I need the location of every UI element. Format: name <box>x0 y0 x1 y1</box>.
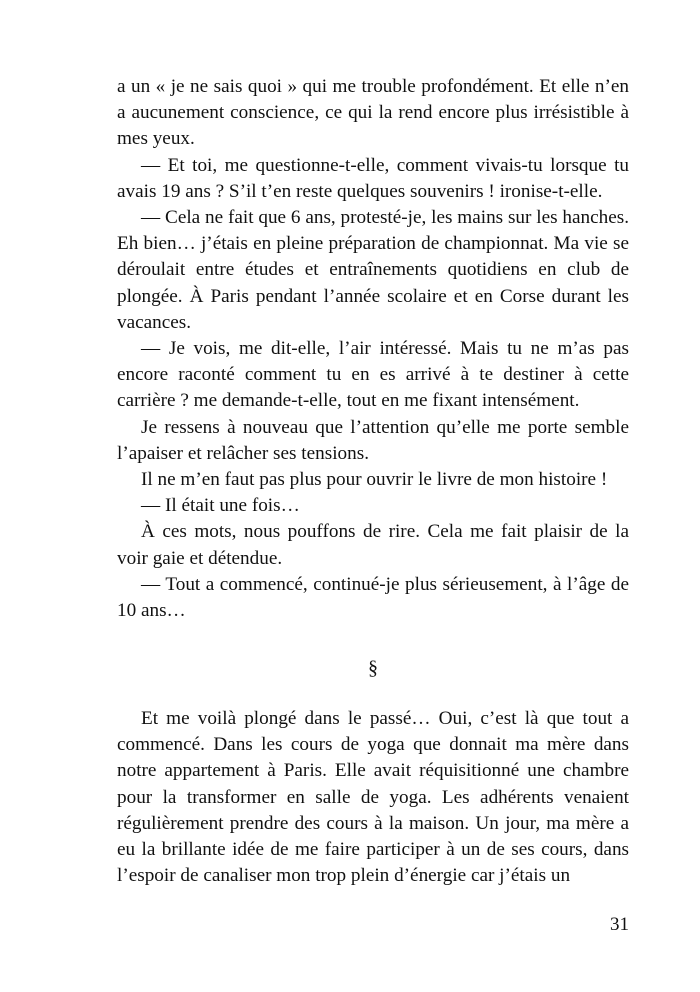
paragraph: Je ressens à nouveau que l’attention qu’elle me porte semble l’apaiser et relâcher ses tensions. <box>117 416 629 464</box>
paragraph: a un « je ne sais quoi » qui me trouble profondément. Et elle n’en a aucunement conscience, ce qui la rend encore plus irrésistible à mes yeux. <box>117 76 629 150</box>
section-two-text <box>117 706 629 889</box>
paragraph: Il ne m’en faut pas plus pour ouvrir le livre de mon histoire ! <box>141 469 608 491</box>
section-separator: § <box>368 657 378 679</box>
paragraph: — Cela ne fait que 6 ans, protesté-je, les mains sur les hanches. Eh bien… j’étais en pleine préparation de championnat. Ma vie se déroulait entre études et entraînements quotidiens en club de plongée. À Paris pendant l’année scolaire et en Corse durant les vacances. <box>117 207 629 333</box>
paragraph: Et me voilà plongé dans le passé… Oui, c’est là que tout a commencé. Dans les cours de yoga que donnait ma mère dans notre appartement à Paris. Elle avait réquisitionné une chambre pour la transformer en salle de yoga. Les adhérents venaient régulièrement prendre des cours à la maison. Un jour, ma mère a eu la brillante idée de me faire participer à un de ses cours, dans l’espoir de canaliser mon trop plein d’énergie car j’étais un <box>117 708 629 887</box>
page-number: 31 <box>610 914 629 935</box>
paragraph: — Il était une fois… <box>141 495 300 517</box>
paragraph: — Je vois, me dit-elle, l’air intéressé. Mais tu ne m’as pas encore raconté comment tu en es arrivé à te destiner à cette carrière ? me demande-t-elle, tout en me fixant intensément. <box>117 338 629 412</box>
paragraph: — Tout a commencé, continué-je plus sérieusement, à l’âge de 10 ans… <box>117 573 629 622</box>
paragraph: — Et toi, me questionne-t-elle, comment vivais-tu lorsque tu avais 19 ans ? S’il t’en reste quelques souvenirs ! ironise-t-elle. <box>117 154 629 202</box>
section-one-text <box>117 74 629 624</box>
paragraph: À ces mots, nous pouffons de rire. Cela me fait plaisir de la voir gaie et détendue. <box>117 521 629 569</box>
